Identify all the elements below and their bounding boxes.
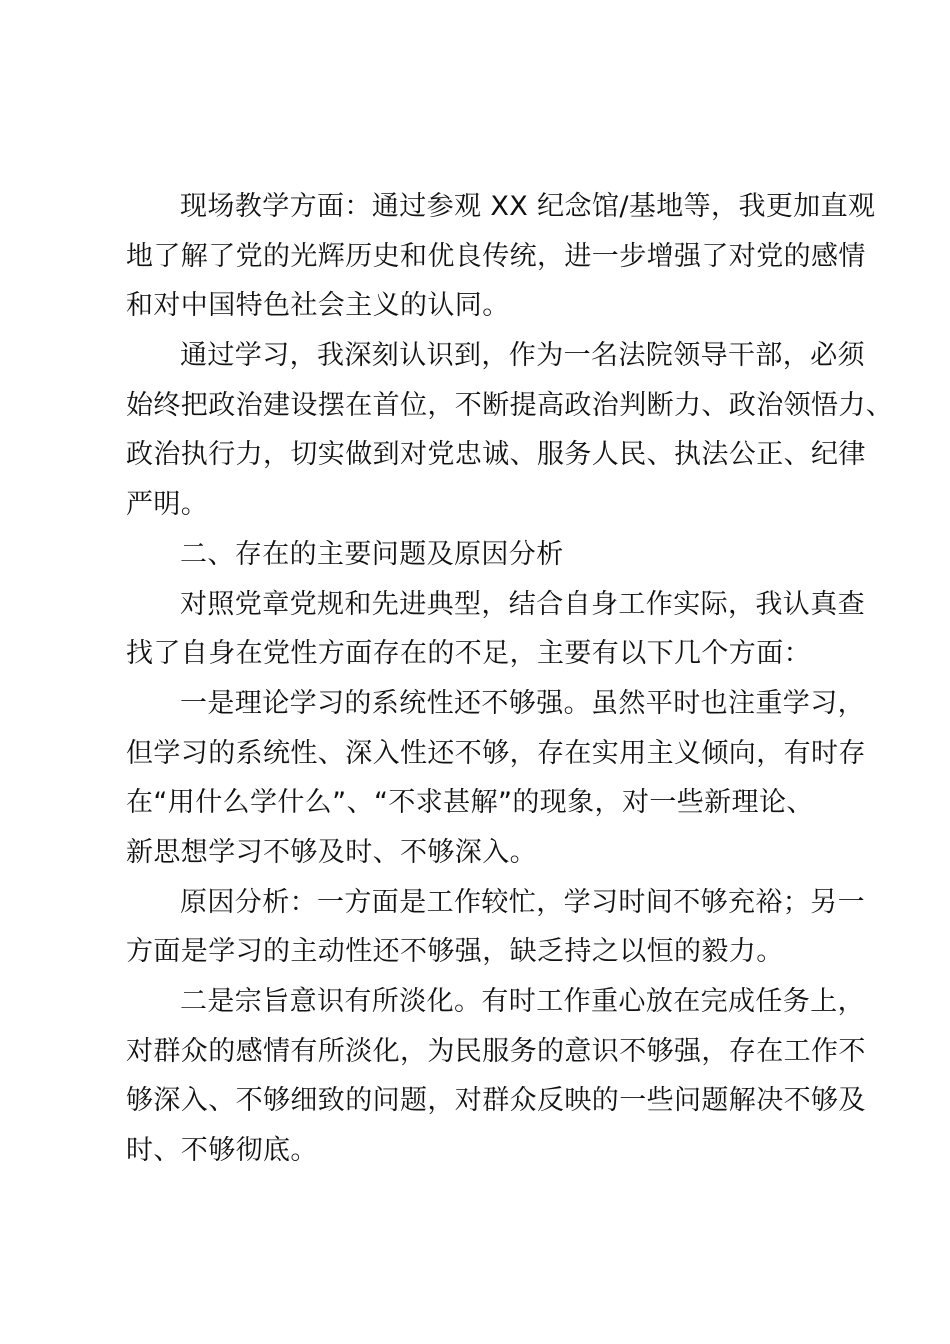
paragraph-theory-study-line-1: 一是理论学习的系统性还不够强。虽然平时也注重学习， bbox=[180, 687, 865, 719]
paragraph-theory-study-line-3: 在“用什么学什么”、“不求甚解”的现象，对一些新理论、 bbox=[126, 787, 814, 819]
paragraph-cause-analysis-line-2: 方面是学习的主动性还不够强，缺乏持之以恒的毅力。 bbox=[126, 936, 784, 968]
paragraph-onsite-teaching-line-1: 现场教学方面：通过参观 XX 纪念馆/基地等，我更加直观 bbox=[180, 191, 876, 222]
paragraph-purpose-awareness-line-2: 对群众的感情有所淡化，为民服务的意识不够强，存在工作不 bbox=[126, 1035, 866, 1067]
paragraph-purpose-awareness-line-1: 二是宗旨意识有所淡化。有时工作重心放在完成任务上， bbox=[180, 986, 865, 1017]
paragraph-purpose-awareness-line-3: 够深入、不够细致的问题，对群众反映的一些问题解决不够及 bbox=[126, 1085, 866, 1117]
paragraph-onsite-teaching-line-2: 地了解了党的光辉历史和优良传统，进一步增强了对党的感情 bbox=[126, 240, 866, 272]
paragraph-theory-study-line-2: 但学习的系统性、深入性还不够，存在实用主义倾向，有时存 bbox=[126, 737, 866, 769]
paragraph-realization-line-3: 政治执行力，切实做到对党忠诚、服务人民、执法公正、纪律 bbox=[126, 439, 866, 471]
paragraph-theory-study-line-4: 新思想学习不够及时、不够深入。 bbox=[126, 836, 537, 868]
paragraph-comparison-line-2: 找了自身在党性方面存在的不足，主要有以下几个方面： bbox=[126, 638, 811, 670]
section-heading-problems: 二、存在的主要问题及原因分析 bbox=[180, 538, 564, 570]
paragraph-realization-line-1: 通过学习，我深刻认识到，作为一名法院领导干部，必须 bbox=[180, 340, 865, 372]
paragraph-realization-line-2: 始终把政治建设摆在首位，不断提高政治判断力、政治领悟力、 bbox=[126, 389, 894, 421]
paragraph-comparison-line-1: 对照党章党规和先进典型，结合自身工作实际，我认真查 bbox=[180, 588, 865, 620]
paragraph-purpose-awareness-line-4: 时、不够彻底。 bbox=[126, 1135, 318, 1167]
paragraph-cause-analysis-line-1: 原因分析：一方面是工作较忙，学习时间不够充裕；另一 bbox=[180, 886, 865, 918]
paragraph-realization-line-4: 严明。 bbox=[126, 489, 209, 521]
paragraph-onsite-teaching-line-3: 和对中国特色社会主义的认同。 bbox=[126, 290, 510, 322]
document-body bbox=[126, 182, 894, 1176]
